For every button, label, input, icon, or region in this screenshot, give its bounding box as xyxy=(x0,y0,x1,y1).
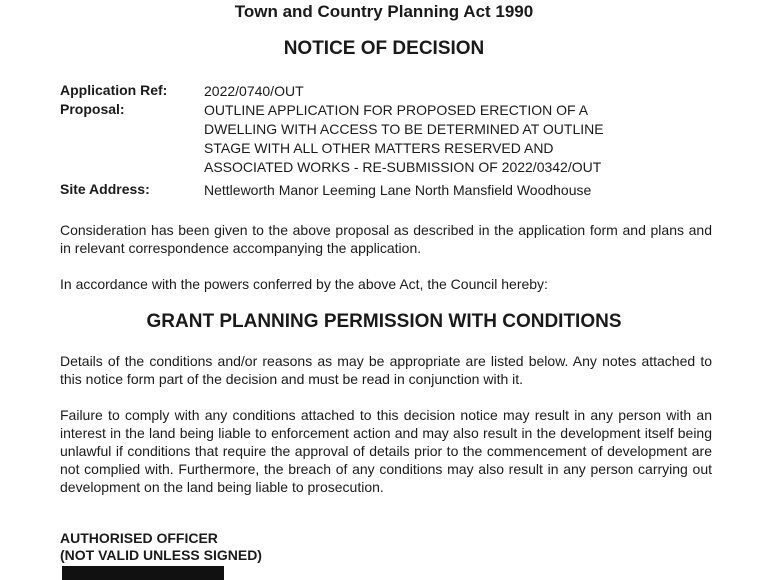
not-valid-unless-signed-label: (NOT VALID UNLESS SIGNED) xyxy=(60,547,262,563)
site-address-label: Site Address: xyxy=(60,181,150,197)
proposal-label: Proposal: xyxy=(60,101,125,117)
powers-paragraph: In accordance with the powers conferred by the above Act, the Council hereby: xyxy=(60,276,548,292)
details-paragraph: Details of the conditions and/or reasons as may be appropriate are listed below. Any notes attached to this notice form part of the decision and must be read in conjunction with it. xyxy=(60,353,712,387)
decision-heading: GRANT PLANNING PERMISSION WITH CONDITIONS xyxy=(146,311,622,332)
site-address-value: Nettleworth Manor Leeming Lane North Mansfield Woodhouse xyxy=(204,182,592,198)
application-ref-label: Application Ref: xyxy=(60,82,168,98)
act-title: Town and Country Planning Act 1990 xyxy=(234,2,534,21)
proposal-value xyxy=(204,101,604,177)
proposal-line: OUTLINE APPLICATION FOR PROPOSED ERECTION OF A xyxy=(204,102,589,118)
failure-paragraph: Failure to comply with any conditions attached to this decision notice may result in any person with an interest in the land being liable to enforcement action and may also result in the development itself being unlawful if conditions that require the approval of details prior to the commencement of development are not complied with. Furthermore, the breach of any conditions may also result in any person carrying out development on the land being liable to prosecution. xyxy=(60,407,712,495)
proposal-line: ASSOCIATED WORKS - RE-SUBMISSION OF 2022/0342/OUT xyxy=(204,159,602,175)
proposal-line: DWELLING WITH ACCESS TO BE DETERMINED AT OUTLINE xyxy=(204,121,604,137)
notice-title: NOTICE OF DECISION xyxy=(283,38,485,59)
application-ref-value: 2022/0740/OUT xyxy=(204,83,304,99)
proposal-line: STAGE WITH ALL OTHER MATTERS RESERVED AND xyxy=(204,140,554,156)
consideration-paragraph: Consideration has been given to the above proposal as described in the application form and plans and in relevant correspondence accompanying the application. xyxy=(60,222,712,256)
authorised-officer-label: AUTHORISED OFFICER xyxy=(60,530,218,546)
redacted-signature xyxy=(62,566,224,580)
